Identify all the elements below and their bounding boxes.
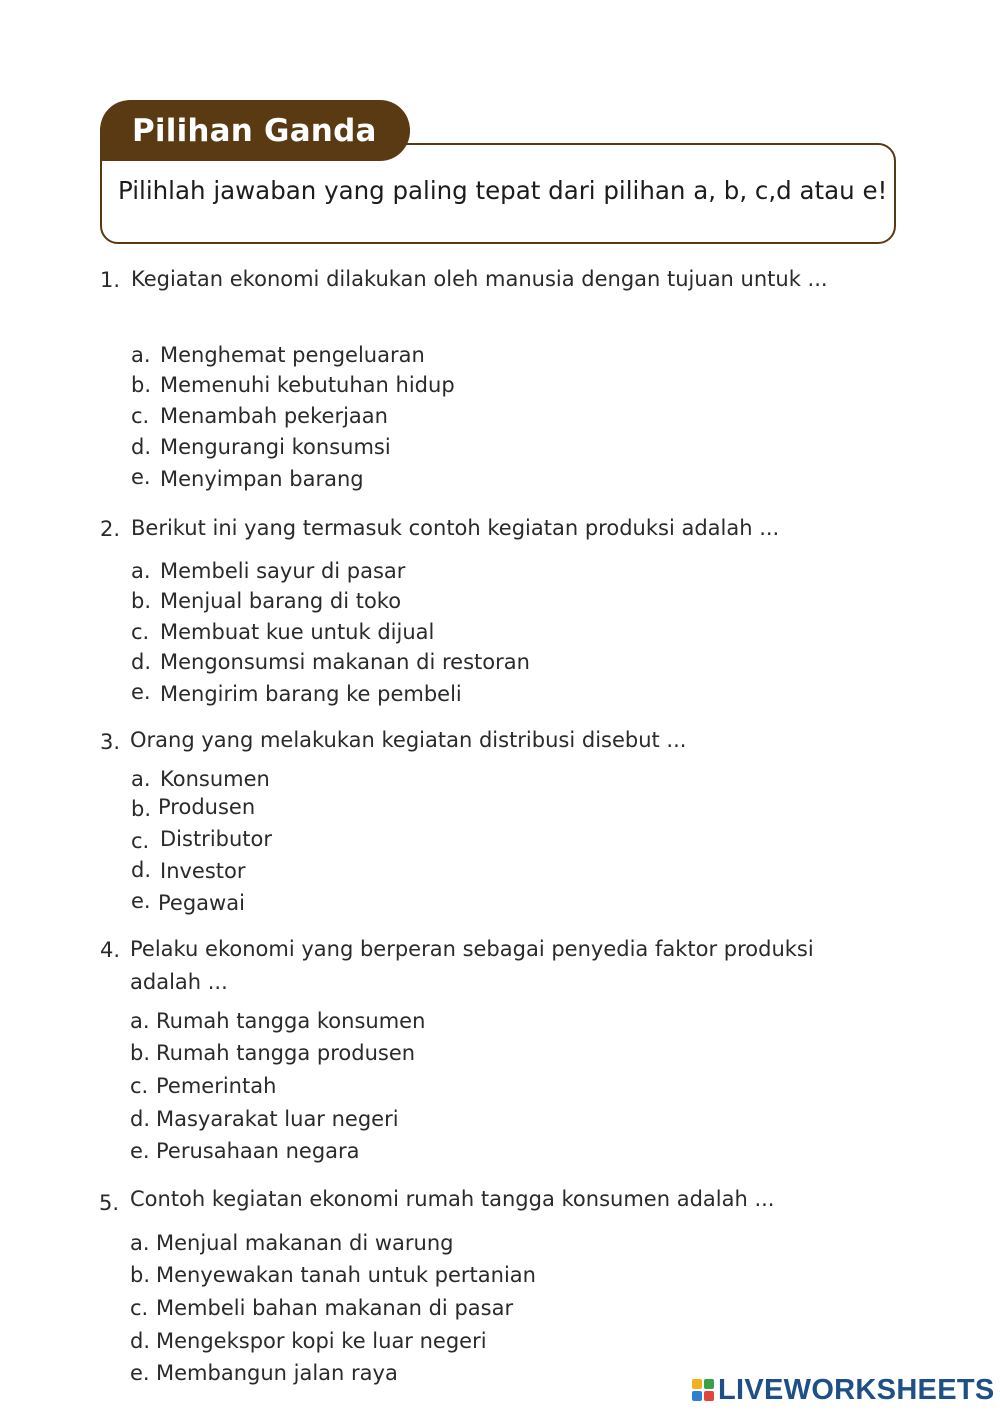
option-letter: e. [131,889,151,913]
option-letter: d. [131,650,152,674]
option-letter: d. [130,1107,151,1131]
option-text[interactable]: Pemerintah [156,1074,277,1098]
option-letter: c. [131,829,150,853]
option-letter: b. [131,797,152,821]
option-letter: d. [131,435,152,459]
option-text[interactable]: Membeli sayur di pasar [160,559,406,583]
option-text[interactable]: Menghemat pengeluaran [160,343,425,367]
instruction-text: Pilihlah jawaban yang paling tepat dari pilihan a, b, c,d atau e! [118,176,888,205]
option-text[interactable]: Menjual makanan di warung [156,1231,454,1255]
section-title-pill [100,100,410,161]
option-text[interactable]: Rumah tangga produsen [156,1041,416,1065]
option-text[interactable]: Mengekspor kopi ke luar negeri [156,1329,487,1353]
option-text[interactable]: Mengirim barang ke pembeli [160,682,462,706]
option-letter: c. [131,404,150,428]
option-text[interactable]: Membangun jalan raya [156,1361,398,1385]
option-letter: e. [130,1139,150,1163]
question-text: Orang yang melakukan kegiatan distribusi disebut ... [130,728,687,752]
option-text[interactable]: Produsen [158,795,256,819]
question-text: Contoh kegiatan ekonomi rumah tangga konsumen adalah ... [130,1187,775,1211]
question-text: Kegiatan ekonomi dilakukan oleh manusia dengan tujuan untuk ... [131,267,828,291]
option-letter: b. [130,1041,151,1065]
option-letter: e. [131,680,151,704]
question-number: 3. [100,730,121,754]
option-letter: a. [131,559,151,583]
option-letter: c. [130,1074,149,1098]
question-number: 5. [99,1191,120,1215]
logo-text: LIVEWORKSHEETS [718,1373,995,1406]
option-text[interactable]: Mengurangi konsumsi [160,435,391,459]
option-text[interactable]: Mengonsumsi makanan di restoran [160,650,530,674]
option-letter: d. [131,858,152,882]
question-text: Berikut ini yang termasuk contoh kegiatan produksi adalah ... [131,516,780,540]
option-letter: b. [131,373,152,397]
option-letter: a. [130,1231,150,1255]
option-letter: b. [130,1263,151,1287]
option-text[interactable]: Menambah pekerjaan [160,404,388,428]
option-text[interactable]: Membeli bahan makanan di pasar [156,1296,514,1320]
option-text[interactable]: Konsumen [160,767,270,791]
question-text: Pelaku ekonomi yang berperan sebagai penyedia faktor produksi adalah ... [130,937,814,994]
option-letter: c. [130,1296,149,1320]
option-letter: d. [130,1329,151,1353]
question-number: 2. [100,517,121,541]
option-text[interactable]: Memenuhi kebutuhan hidup [160,373,455,397]
option-letter: b. [131,589,152,613]
option-letter: a. [130,1009,150,1033]
logo-grid-icon [692,1379,714,1401]
option-text[interactable]: Menyewakan tanah untuk pertanian [156,1263,536,1287]
question-number: 1. [100,268,121,292]
option-text[interactable]: Perusahaan negara [156,1139,360,1163]
option-letter: e. [130,1361,150,1385]
option-text[interactable]: Membuat kue untuk dijual [160,620,435,644]
option-letter: a. [131,767,151,791]
question-number: 4. [100,938,121,962]
option-text[interactable]: Investor [160,859,246,883]
option-letter: e. [131,465,151,489]
option-text[interactable]: Pegawai [158,891,245,915]
option-letter: c. [131,620,150,644]
section-title: Pilihan Ganda [132,112,377,149]
liveworksheets-logo[interactable] [692,1374,995,1406]
option-text[interactable]: Masyarakat luar negeri [156,1107,399,1131]
option-text[interactable]: Rumah tangga konsumen [156,1009,426,1033]
option-text[interactable]: Menjual barang di toko [160,589,402,613]
option-letter: a. [131,343,151,367]
option-text[interactable]: Menyimpan barang [160,467,364,491]
option-text[interactable]: Distributor [160,827,273,851]
